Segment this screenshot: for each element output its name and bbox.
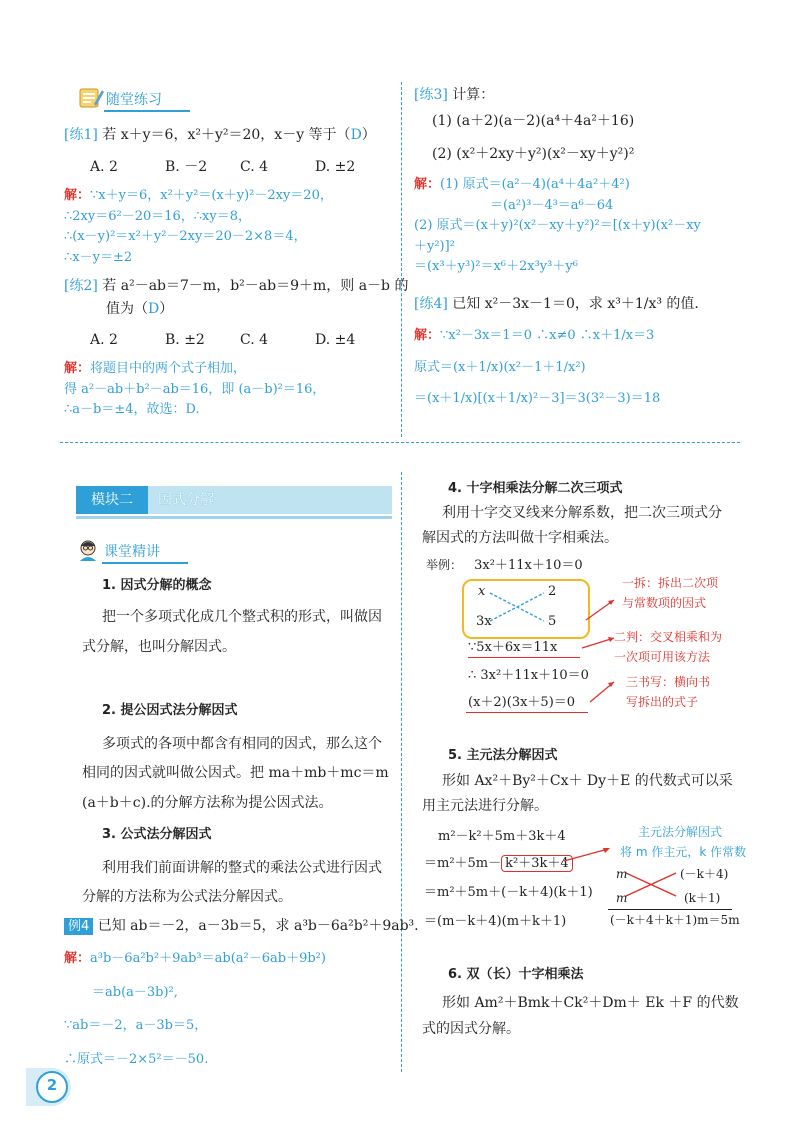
example-label: 举例： bbox=[426, 558, 463, 572]
sol-line: ∴a－b＝±4，故选：D. bbox=[64, 402, 200, 418]
p3-solution bbox=[414, 176, 701, 276]
problem-1 bbox=[64, 126, 376, 145]
sol-line: ＝(x＋1/x)[(x＋1/x)²－3]＝3(3²－3)＝18 bbox=[414, 391, 661, 407]
para-3-line-1: 利用我们前面讲解的整式的乘法公式进行因式 bbox=[102, 860, 382, 876]
cross-check: ∵5x＋6x＝11x bbox=[468, 640, 558, 655]
main-note-2: 将 m 作主元，k 作常数 bbox=[620, 845, 747, 859]
note-line: 二判：交叉相乘和为 bbox=[614, 630, 723, 644]
note-line: 一次项可用该方法 bbox=[614, 650, 711, 665]
main-cross-lines bbox=[620, 866, 680, 906]
badge-underline bbox=[104, 110, 190, 112]
sol-line: (1) 原式＝(a²－4)(a⁴＋4a²＋4²) bbox=[440, 177, 630, 192]
problem-tag: [练1] bbox=[64, 127, 98, 143]
note-line: 写拆出的式子 bbox=[626, 695, 699, 710]
p2-option-b: B. ±2 bbox=[165, 332, 205, 348]
heading-1: 1. 因式分解的概念 bbox=[102, 578, 212, 593]
main-boxed-term: k²＋3k＋4 bbox=[501, 855, 573, 872]
para-3-line-2: 分解的方法称为公式法分解因式。 bbox=[82, 889, 292, 905]
cross-bottom-right: 5 bbox=[548, 614, 557, 629]
lecture-badge bbox=[76, 538, 160, 566]
main-cross-tr: (－k＋4) bbox=[680, 867, 729, 881]
note-3 bbox=[626, 672, 710, 713]
main-line-2 bbox=[424, 855, 573, 873]
cross-result-2: (x＋2)(3x＋5)＝0 bbox=[468, 695, 576, 710]
note-line: 与常数项的因式 bbox=[622, 596, 707, 611]
p2-solution bbox=[64, 360, 325, 419]
main-note-1: 主元法分解因式 bbox=[638, 825, 723, 839]
solution-label: 解： bbox=[414, 177, 441, 192]
p1-option-b: B. －2 bbox=[165, 159, 208, 175]
note-2 bbox=[614, 627, 722, 668]
note-line: 一拆：拆出二次项 bbox=[622, 576, 719, 590]
solution-label: 解： bbox=[64, 188, 91, 203]
module-underline bbox=[76, 516, 392, 519]
p2-option-d: D. ±4 bbox=[315, 332, 356, 348]
cross-bottom-left: 3x bbox=[476, 614, 492, 629]
ex4-solution bbox=[64, 950, 326, 1068]
badge-underline bbox=[102, 562, 188, 564]
problem-text: 计算： bbox=[452, 87, 495, 103]
sol-line: ∵ab＝－2，a－3b＝5， bbox=[64, 1018, 208, 1034]
practice-badge-label: 随堂练习 bbox=[106, 92, 162, 108]
p1-solution bbox=[64, 187, 333, 266]
page-number-badge bbox=[26, 1068, 76, 1106]
main-cross-tl: m bbox=[616, 867, 628, 881]
module-label: 模块二 bbox=[76, 486, 148, 514]
solution-label: 解： bbox=[64, 361, 91, 376]
sol-line: ∴2xy＝6²－20＝16，∴xy＝8， bbox=[64, 208, 252, 224]
module-header bbox=[76, 486, 392, 514]
sol-line: 得 a²－ab＋b²－ab＝16，即 (a－b)²＝16， bbox=[64, 381, 326, 397]
sol-line: (2) 原式＝(x＋y)²(x²－xy＋y²)²＝[(x＋y)(x²－xy bbox=[414, 218, 701, 234]
problem-2 bbox=[64, 277, 408, 296]
problem-2-cont bbox=[106, 300, 173, 319]
problem-4 bbox=[414, 295, 699, 314]
p3-item-2: (2) (x²＋2xy＋y²)(x²－xy＋y²)² bbox=[432, 146, 635, 162]
main-line-3: ＝m²＋5m＋(－k＋4)(k＋1) bbox=[424, 885, 593, 900]
sol-line: ∴原式＝－2×5²＝－50. bbox=[64, 1051, 209, 1067]
sol-line: a³b－6a²b²＋9ab³＝ab(a²－6ab＋9b²) bbox=[90, 951, 326, 966]
p2-option-a: A. 2 bbox=[90, 332, 118, 348]
problem-text: 值为（ bbox=[106, 301, 148, 317]
sol-line: ∵x＋y＝6，x²＋y²＝(x＋y)²－2xy＝20， bbox=[90, 188, 333, 203]
para-4-line-2: 解因式的方法叫做十字相乘法。 bbox=[422, 530, 618, 546]
sol-line: 将题目中的两个式子相加， bbox=[90, 361, 247, 376]
cross-top-left: x bbox=[478, 584, 486, 599]
note-1 bbox=[622, 573, 718, 614]
cross-example bbox=[426, 557, 583, 575]
p1-option-c: C. 4 bbox=[240, 159, 269, 175]
p1-option-a: A. 2 bbox=[90, 159, 118, 175]
p4-solution bbox=[414, 327, 660, 408]
p2-option-c: C. 4 bbox=[240, 332, 269, 348]
teacher-icon bbox=[76, 538, 102, 562]
problem-3 bbox=[414, 86, 494, 105]
sol-line: ＝(x³＋y³)²＝x⁶＋2x³y³＋y⁶ bbox=[414, 259, 578, 275]
sol-line: ＋y²)]² bbox=[414, 238, 455, 254]
sol-line: ＝ab(a－3b)², bbox=[92, 984, 178, 1000]
result-underline bbox=[466, 712, 588, 713]
para-2-line-2: 相同的因式就叫做公因式。把 ma＋mb＋mc＝m bbox=[82, 765, 389, 781]
note-line: 三书写：横向书 bbox=[626, 675, 711, 689]
heading-4: 4. 十字相乘法分解二次三项式 bbox=[448, 481, 623, 496]
cross-top-right: 2 bbox=[548, 584, 557, 599]
heading-6: 6. 双（长）十字相乘法 bbox=[448, 967, 584, 982]
paren: ） bbox=[159, 301, 174, 317]
problem-tag: [练3] bbox=[414, 87, 448, 103]
para-5-line-1: 形如 Ax²＋By²＋Cx＋ Dy＋E 的代数式可以采 bbox=[442, 773, 733, 789]
solution-label: 解： bbox=[64, 951, 91, 966]
practice-badge bbox=[78, 86, 162, 114]
main-cross-rule bbox=[608, 909, 732, 910]
main-line-1: m²－k²＋5m＋3k＋4 bbox=[438, 829, 566, 844]
example-expr: 3x²＋11x＋10＝0 bbox=[474, 558, 583, 573]
para-6-line-1: 形如 Am²＋Bmk＋Ck²＋Dm＋ Ek ＋F 的代数 bbox=[442, 995, 739, 1011]
main-line-2a: ＝m²＋5m－ bbox=[424, 856, 502, 871]
paren: ） bbox=[361, 127, 376, 143]
answer: D bbox=[350, 127, 362, 143]
p3-item-1: (1) (a＋2)(a－2)(a⁴＋4a²＋16) bbox=[432, 113, 635, 129]
sol-line: 原式＝(x＋1/x)(x²－1＋1/x²) bbox=[414, 359, 586, 375]
sol-line: ＝(a²)³－4³＝a⁶－64 bbox=[490, 197, 614, 213]
column-divider-bottom bbox=[401, 472, 402, 1072]
main-cross-bottom: (－k＋4＋k＋1)m＝5m bbox=[610, 913, 740, 927]
para-2-line-3: (a＋b＋c).的分解方法称为提公因式法。 bbox=[82, 795, 333, 811]
para-5-line-2: 用主元法进行分解。 bbox=[422, 798, 548, 814]
cross-result-1: ∴ 3x²＋11x＋10＝0 bbox=[468, 668, 589, 683]
main-arrow bbox=[562, 845, 614, 865]
heading-3: 3. 公式法分解因式 bbox=[102, 827, 212, 842]
sol-line: ∴x－y＝±2 bbox=[64, 249, 133, 265]
main-cross-br: (k＋1) bbox=[684, 891, 721, 905]
p1-option-d: D. ±2 bbox=[315, 159, 356, 175]
problem-tag: [练4] bbox=[414, 296, 448, 312]
column-divider-top bbox=[401, 82, 402, 437]
problem-text: 已知 x²－3x－1＝0，求 x³＋1/x³ 的值. bbox=[452, 296, 699, 312]
module-title: 因式分解 bbox=[158, 492, 214, 508]
problem-text: 若 a²－ab＝7－m，b²－ab＝9＋m，则 a－b 的 bbox=[102, 278, 409, 294]
heading-5: 5. 主元法分解因式 bbox=[448, 748, 558, 763]
para-1-line-2: 式分解，也叫分解因式。 bbox=[82, 639, 236, 655]
para-4-line-1: 利用十字交叉线来分解系数，把二次三项式分 bbox=[442, 505, 722, 521]
heading-2: 2. 提公因式法分解因式 bbox=[102, 703, 238, 718]
example-4 bbox=[64, 917, 419, 936]
example-tag: 例4 bbox=[64, 918, 93, 935]
check-underline bbox=[468, 657, 580, 658]
notepad-icon bbox=[78, 86, 104, 110]
para-2-line-1: 多项式的各项中都含有相同的因式，那么这个 bbox=[102, 736, 382, 752]
lecture-badge-label: 课堂精讲 bbox=[104, 544, 160, 560]
answer: D bbox=[148, 301, 160, 317]
page-number: 2 bbox=[46, 1076, 58, 1094]
para-6-line-2: 式的因式分解。 bbox=[422, 1021, 520, 1037]
main-line-4: ＝(m－k＋4)(m＋k＋1) bbox=[424, 914, 567, 929]
para-1-line-1: 把一个多项式化成几个整式积的形式，叫做因 bbox=[102, 609, 382, 625]
sol-line: ∵x²－3x＝1＝0 ∴x≠0 ∴x＋1/x＝3 bbox=[440, 328, 655, 343]
section-divider bbox=[60, 442, 740, 443]
problem-text: 若 x＋y＝6，x²＋y²＝20，x－y 等于（ bbox=[102, 127, 351, 143]
problem-tag: [练2] bbox=[64, 278, 98, 294]
main-cross-bl: m bbox=[616, 891, 628, 905]
example-text: 已知 ab＝－2，a－3b＝5，求 a³b－6a²b²＋9ab³. bbox=[97, 918, 419, 934]
solution-label: 解： bbox=[414, 328, 441, 343]
sol-line: ∴(x－y)²＝x²＋y²－2xy＝20－2×8＝4， bbox=[64, 229, 307, 245]
